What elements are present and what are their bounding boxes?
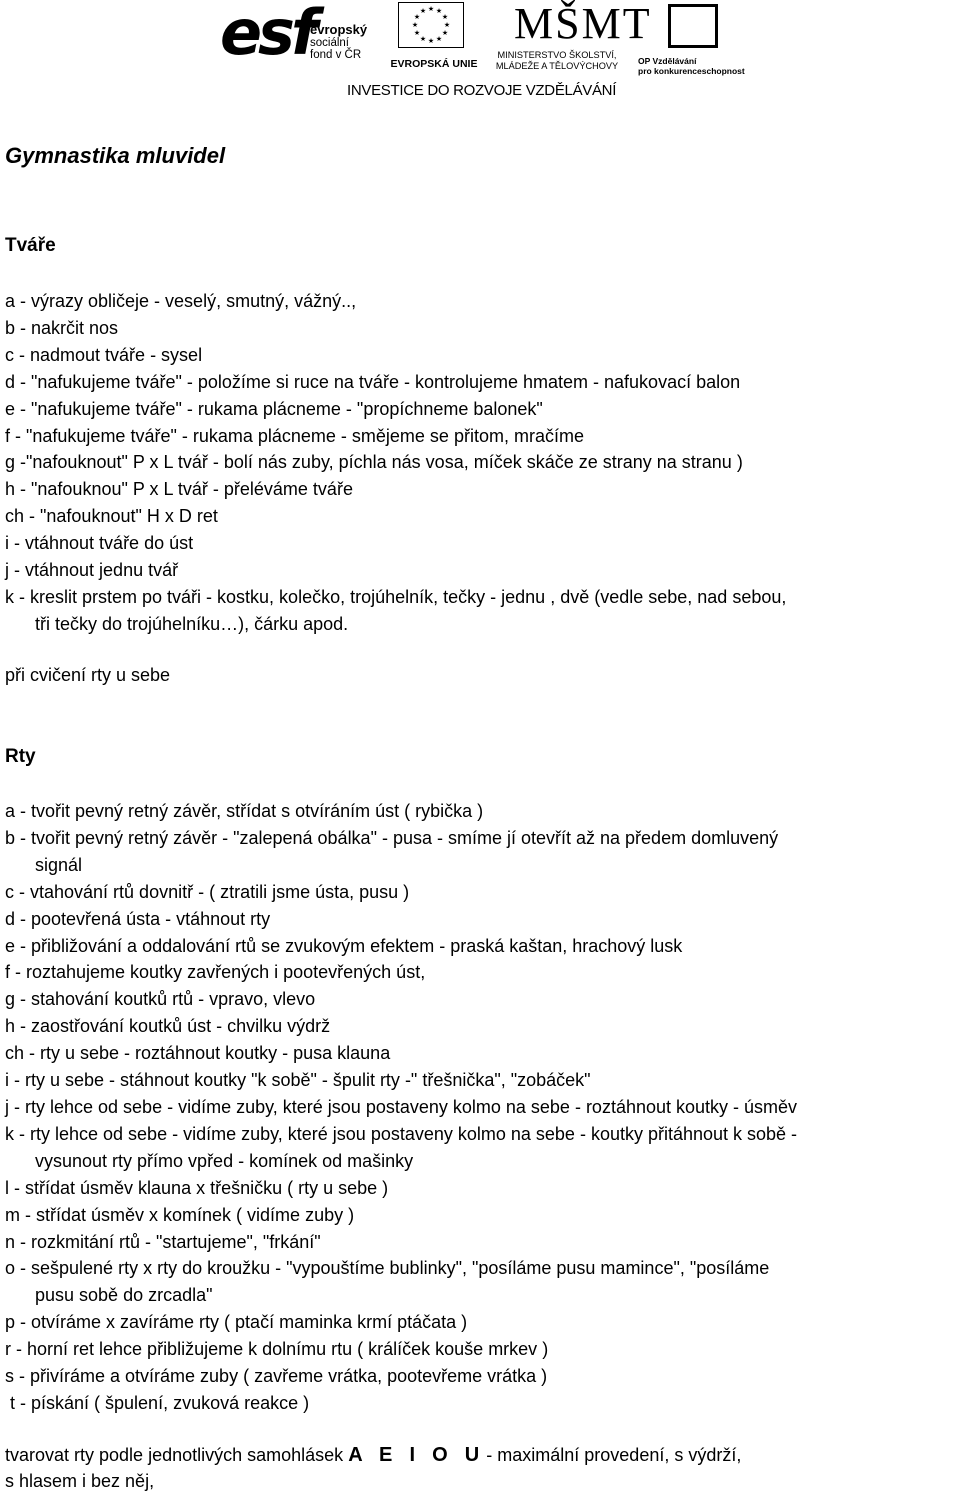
list-item: i - vtáhnout tváře do úst [5,533,194,554]
section-heading-cheeks: Tváře [5,235,56,256]
svg-text:★: ★ [419,35,427,43]
list-item: j - vtáhnout jednu tvář [5,560,179,581]
page-title: Gymnastika mluvidel [5,143,226,168]
msmt-mark: MŠMT [514,0,652,48]
list-item-continuation: pusu sobě do zrcadla" [35,1285,213,1306]
svg-text:★: ★ [427,5,435,13]
list-item: k - rty lehce od sebe - vidíme zuby, které jsou postaveny kolmo na sebe - koutky přitáhnout k sobě - [5,1123,798,1144]
investment-tagline: INVESTICE DO ROZVOJE VZDĚLÁVÁNÍ [347,82,617,99]
esf-caption [310,24,367,61]
list-item: l - střídat úsměv klauna x třešničku ( rty u sebe ) [5,1177,389,1198]
op-logo [638,0,758,74]
section-heading-lips: Rty [5,746,36,767]
list-item: r - horní ret lehce přibližujeme k dolnímu rtu ( králíček kouše mrkev ) [5,1339,549,1360]
list-item: e - "nafukujeme tváře" - rukama plácneme - "propíchneme balonek" [5,398,543,419]
list-item: d - "nafukujeme tváře" - položíme si ruce na tváře - kontrolujeme hmatem - nafukovací balon [5,371,741,392]
eu-flag-icon [398,2,464,48]
list-item: i - rty u sebe - stáhnout koutky "k sobě" - špulit rty -" třešnička", "zobáček" [5,1070,591,1091]
list-item: t - pískání ( špulení, zvuková reakce ) [5,1392,310,1413]
esf-line-3: fond v ČR [310,49,362,61]
msmt-line-2: MLÁDEŽE A TĚLOVÝCHOVY [495,61,619,71]
list-item: c - nadmout tváře - sysel [5,344,203,365]
op-line-2: pro konkurenceschopnost [638,66,745,76]
list-item: c - vtahování rtů dovnitř - ( ztratili jsme ústa, pusu ) [5,881,410,902]
logo-strip [214,0,758,74]
list-item: a - tvořit pevný retný závěr, střídat s otvíráním úst ( rybička ) [5,801,484,821]
svg-text:★: ★ [435,7,443,15]
list-item: ch - "nafouknout" H x D ret [5,506,218,527]
list-item-continuation: signál [35,854,83,875]
eu-caption: EVROPSKÁ UNIE [390,58,478,70]
logo-header [0,0,960,104]
msmt-logo [492,0,652,74]
msmt-caption [492,50,622,72]
vowel-instruction-prefix: tvarovat rty podle jednotlivých samohlásek [5,1445,344,1465]
list-item: s - přivíráme a otvíráme zuby ( zavřeme vrátka, pootevřeme vrátka ) [5,1366,548,1387]
op-box-icon [668,4,718,48]
list-item: b - nakrčit nos [5,317,119,338]
vowel-list: A E I O U [348,1444,482,1466]
vowel-instruction-line-2: s hlasem i bez něj, [5,1471,155,1491]
svg-text:★: ★ [441,29,449,37]
esf-line-1: evropský [310,22,368,37]
list-item: f - roztahujeme koutky zavřených i pootevřených úst, [5,962,426,983]
list-item: a - výrazy obličeje - veselý, smutný, vážný.., [5,291,357,311]
list-item: p - otvíráme x zavíráme rty ( ptačí maminka krmí ptáčata ) [5,1312,468,1333]
esf-logo [214,0,384,74]
list-item: j - rty lehce od sebe - vidíme zuby, které jsou postaveny kolmo na sebe - roztáhnout koutky - úsměv [5,1096,798,1117]
list-item: g - stahování koutků rtů - vpravo, vlevo [5,989,316,1010]
svg-text:★: ★ [435,35,443,43]
op-line-1: OP Vzdělávání [638,56,697,66]
svg-text:★: ★ [419,7,427,15]
svg-text:★: ★ [413,29,421,37]
list-item: g -"nafouknout" P x L tvář - bolí nás zuby, píchla nás vosa, míček skáče ze strany na stranu ) [5,452,743,473]
list-item: m - střídat úsměv x komínek ( vidíme zuby ) [5,1204,355,1225]
esf-mark: esf [220,0,314,69]
svg-text:★: ★ [427,37,435,45]
list-item: h - "nafouknou" P x L tvář - přeléváme tváře [5,479,353,500]
msmt-line-1: MINISTERSTVO ŠKOLSTVÍ, [497,50,617,60]
list-item: o - sešpulené rty x rty do kroužku - "vypouštíme bublinky", "posíláme pusu mamince", "posíláme [5,1258,770,1279]
list-item: d - pootevřená ústa - vtáhnout rty [5,908,271,929]
list-item: n - rozkmitání rtů - "startujeme", "frkání" [5,1231,321,1252]
lips-exercise-list [5,798,960,1417]
svg-text:★: ★ [411,21,419,29]
svg-text:★: ★ [441,13,449,21]
vowel-instruction-suffix: - maximální provedení, s výdrží, [486,1445,742,1465]
list-item: h - zaostřování koutků úst - chvilku výdrž [5,1016,331,1037]
list-item-continuation: tři tečky do trojúhelníku…), čárku apod. [35,613,349,634]
svg-text:★: ★ [413,13,421,21]
list-item: k - kreslit prstem po tváři - kostku, kolečko, trojúhelník, tečky - jednu , dvě (vedle sebe, nad sebou, [5,586,787,607]
list-item: e - přibližování a oddalování rtů se zvukovým efektem - praská kaštan, hrachový lusk [5,935,683,956]
cheeks-exercise-list [5,288,960,638]
svg-text:★: ★ [443,21,451,29]
eu-logo [384,0,484,74]
list-item-continuation: vysunout rty přímo vpřed - komínek od mašinky [35,1150,414,1171]
list-item: b - tvořit pevný retný závěr - "zalepená obálka" - pusa - smíme jí otevřít až na předem domluvený [5,827,779,848]
cheeks-note: při cvičení rty u sebe [5,665,171,685]
vowel-instruction [5,1444,741,1467]
esf-line-2: sociální [310,37,349,49]
list-item: ch - rty u sebe - roztáhnout koutky - pusa klauna [5,1043,391,1064]
list-item: f - "nafukujeme tváře" - rukama plácneme - smějeme se přitom, mračíme [5,425,584,446]
op-caption [638,56,758,76]
